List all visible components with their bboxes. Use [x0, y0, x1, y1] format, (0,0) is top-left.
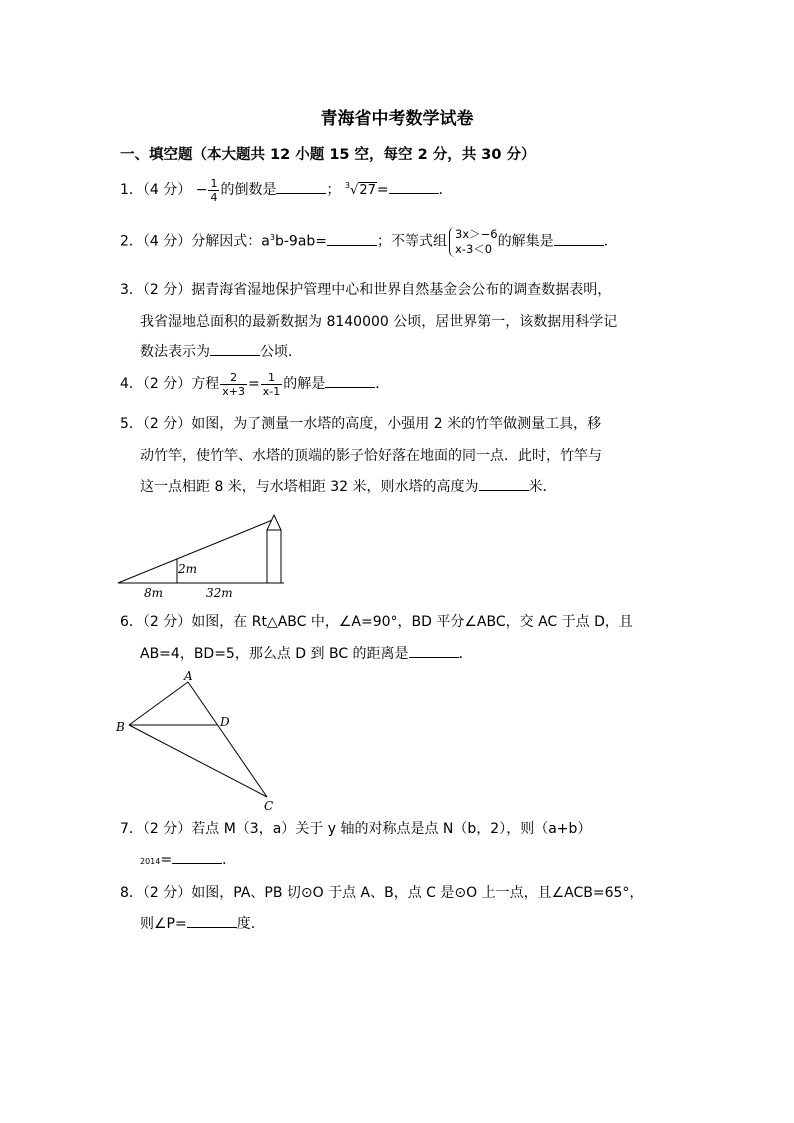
- q3-number: 3．: [120, 282, 143, 298]
- q5-line3: [140, 473, 557, 501]
- q2-text-a: 分解因式：a: [191, 233, 270, 250]
- q2-superscript: 3: [269, 233, 275, 242]
- q7-end: ．: [222, 852, 237, 868]
- q2-ineq-1: 3x＞−6: [455, 226, 498, 241]
- q5-line3a: 这一点相距 8 米，与水塔相距 32 米，则水塔的高度为: [140, 479, 479, 495]
- q4-f2-den: x-1: [262, 384, 281, 398]
- q6-figure-triangle: [110, 668, 290, 816]
- q5-line3b: 米．: [528, 479, 557, 495]
- q1-number: 1．: [120, 182, 143, 198]
- q6-answer-blank[interactable]: [409, 645, 459, 658]
- q6-score: （2 分）: [142, 614, 192, 630]
- section-heading: 一、填空题（本大题共 12 小题 15 空，每空 2 分，共 30 分）: [120, 147, 536, 163]
- q1-radicand: 27: [359, 183, 376, 198]
- page-title: 青海省中考数学试卷: [320, 109, 474, 129]
- q2-inequality-system: [449, 227, 498, 257]
- q2-text-b: b-9ab=: [274, 233, 328, 250]
- side-bc: [129, 725, 267, 797]
- question-7: [120, 815, 591, 843]
- q8-line1: 如图，PA、PB 切⊙O 于点 A、B，点 C 是⊙O 上一点，且∠ACB=65°，: [191, 885, 644, 901]
- q3-answer-blank[interactable]: [210, 343, 260, 356]
- q2-end: ．: [603, 233, 618, 250]
- label-d: D: [220, 715, 230, 729]
- q7-exponent: 2014: [140, 857, 161, 866]
- q2-answer-blank-2[interactable]: [554, 233, 604, 246]
- q5-score: （2 分）: [142, 416, 192, 432]
- water-tower-body: [267, 530, 281, 583]
- q4-f1-num: 2: [220, 371, 247, 385]
- q5-line1: 如图，为了测量一水塔的高度，小强用 2 米的竹竿做测量工具，移: [191, 416, 602, 432]
- q2-answer-blank-1[interactable]: [327, 233, 377, 246]
- q5-answer-blank[interactable]: [479, 478, 529, 491]
- q7-line1: 若点 M（3，a）关于 y 轴的对称点是点 N（b，2），则（a+b）: [191, 821, 592, 837]
- q4-answer-blank[interactable]: [325, 375, 375, 388]
- q5-line2: 动竹竿，使竹竿、水塔的顶端的影子恰好落在地面的同一点．此时，竹竿与: [140, 448, 602, 464]
- label-a: A: [184, 669, 193, 683]
- q4-end: ．: [375, 376, 390, 392]
- question-3: [120, 276, 611, 304]
- q4-score: （2 分）: [142, 376, 192, 392]
- question-1: [120, 176, 453, 206]
- q1-frac-num: 1: [210, 176, 218, 190]
- q2-number: 2．: [120, 233, 143, 250]
- q1-answer-blank-2[interactable]: [389, 181, 439, 194]
- q3-line2: 我省湿地总面积的最新数据为 8140000 公顷，居世界第一，该数据用科学记: [140, 314, 618, 330]
- q6-line2b: ．: [458, 646, 473, 662]
- label-c: C: [264, 799, 274, 813]
- q2-ineq-2: x-3＜0: [455, 241, 493, 256]
- q1-separator: ；: [326, 182, 341, 198]
- water-tower-roof: [267, 515, 281, 530]
- q7-answer-blank[interactable]: [172, 851, 222, 864]
- q7-equals: =: [160, 852, 173, 868]
- q3-score: （2 分）: [142, 282, 192, 298]
- question-2: [120, 224, 618, 257]
- q1-frac-den: 4: [210, 190, 218, 204]
- q5-number: 5．: [120, 416, 143, 432]
- label-32m: 32m: [206, 586, 233, 600]
- q7-score: （2 分）: [142, 821, 192, 837]
- side-ab: [129, 682, 188, 725]
- q6-line2: [140, 640, 473, 668]
- q7-line2: [140, 846, 236, 876]
- q2-score: （4 分）: [142, 233, 192, 250]
- label-pole-2m: 2m: [178, 562, 198, 576]
- q6-line1: 如图，在 Rt△ABC 中，∠A=90°，BD 平分∠ABC，交 AC 于点 D，且: [191, 614, 633, 630]
- q1-answer-blank-1[interactable]: [276, 181, 326, 194]
- q4-fraction-1: [220, 371, 247, 398]
- q4-f2-num: 1: [261, 371, 282, 385]
- question-4: [120, 370, 389, 398]
- q1-neg-sign: −: [195, 182, 208, 198]
- q7-number: 7．: [120, 821, 143, 837]
- q4-number: 4．: [120, 376, 143, 392]
- q4-f1-den: x+3: [222, 384, 246, 398]
- q6-number: 6．: [120, 614, 143, 630]
- q8-score: （2 分）: [142, 885, 192, 901]
- q1-root-index: 3: [344, 181, 351, 190]
- q5-figure-water-tower: [110, 505, 300, 600]
- q8-line2a: 则∠P=: [140, 916, 187, 932]
- q1-text: 的倒数是: [220, 182, 277, 198]
- q4-fraction-2: [261, 371, 282, 398]
- q2-text-d: 的解集是: [497, 233, 554, 250]
- q8-number: 8．: [120, 885, 143, 901]
- question-6: [120, 608, 633, 636]
- q1-score: （4 分）: [142, 182, 192, 198]
- q2-text-c: ；不等式组: [377, 233, 448, 250]
- question-8: [120, 879, 643, 907]
- label-b: B: [116, 720, 125, 734]
- q4-equals: =: [248, 376, 260, 392]
- label-8m: 8m: [144, 586, 164, 600]
- q4-text-b: 的解是: [283, 376, 326, 392]
- q3-line3b: 公顷．: [260, 344, 302, 360]
- q8-line2b: 度．: [236, 916, 265, 932]
- q8-answer-blank[interactable]: [187, 915, 237, 928]
- q4-text-a: 方程: [191, 376, 220, 392]
- question-5: [120, 410, 601, 438]
- q1-fraction: [208, 177, 219, 204]
- side-ac: [188, 682, 267, 797]
- q3-line1: 据青海省湿地保护管理中心和世界自然基金会公布的调查数据表明，: [191, 282, 612, 298]
- q1-equals: =: [376, 182, 389, 198]
- q1-cube-root: $^3$√27: [344, 181, 376, 198]
- q6-line2a: AB=4，BD=5，那么点 D 到 BC 的距离是: [140, 646, 409, 662]
- q3-line3: [140, 338, 302, 366]
- q1-end: ．: [438, 182, 453, 198]
- q8-line2: [140, 910, 265, 938]
- q3-line3a: 数法表示为: [140, 344, 210, 360]
